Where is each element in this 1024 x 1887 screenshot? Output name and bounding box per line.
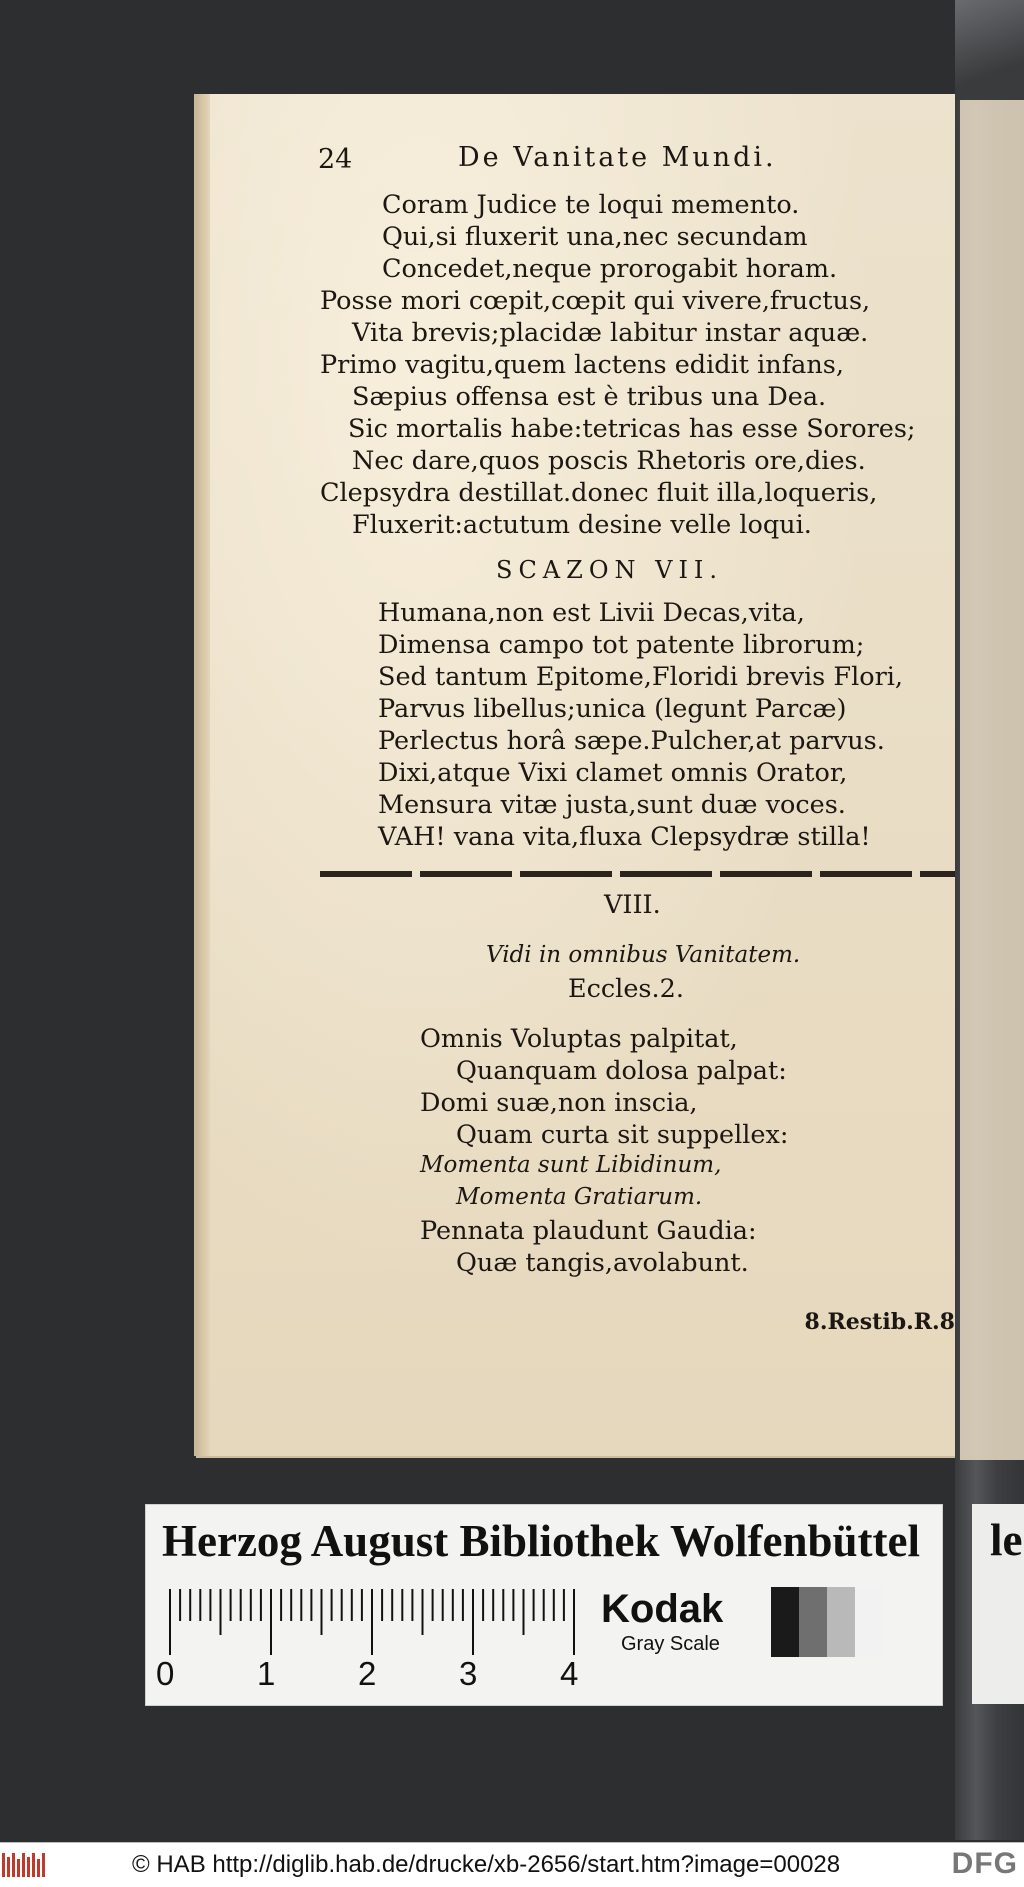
next-page-edge <box>960 100 1024 1460</box>
verse-line: Momenta sunt Libidinum, <box>420 1152 722 1178</box>
footer-credit-link[interactable]: © HAB http://diglib.hab.de/drucke/xb-2656/start.htm?image=00028 <box>132 1851 841 1878</box>
verse-line: Momenta Gratiarum. <box>456 1184 703 1210</box>
verse-line: Vita brevis;placidæ labitur instar aquæ. <box>352 318 869 348</box>
verse-line: Coram Judice te loqui memento. <box>382 190 800 220</box>
gray-patch <box>771 1587 799 1657</box>
gray-patch <box>855 1587 883 1657</box>
verse-line: Posse mori cœpit,cœpit qui vivere,fructus, <box>320 286 871 316</box>
hab-logo-icon <box>0 1849 50 1881</box>
book-page <box>196 94 955 1456</box>
verse-line: Nec dare,quos poscis Rhetoris ore,dies. <box>352 446 866 476</box>
verse-line: Sed tantum Epitome,Floridi brevis Flori, <box>378 662 904 692</box>
verse-line: Perlectus horâ sæpe.Pulcher,at parvus. <box>378 726 885 756</box>
verse-line: Humana,non est Livii Decas,vita, <box>378 598 805 628</box>
section-heading: SCAZON VII. <box>496 556 724 584</box>
measurement-ruler <box>166 1587 586 1657</box>
kodak-logo: Kodak <box>601 1587 724 1631</box>
verse-line: Quam curta sit suppellex: <box>456 1120 789 1150</box>
verse-line: Mensura vitæ justa,sunt duæ voces. <box>378 790 846 820</box>
verse-line: Quanquam dolosa palpat: <box>456 1056 787 1086</box>
institution-name: Herzog August Bibliothek Wolfenbüttel <box>162 1516 920 1566</box>
glass-reflection <box>955 0 1024 100</box>
gray-scale-label: Gray Scale <box>621 1633 720 1655</box>
ruler-label: 2 <box>358 1655 377 1692</box>
verse-line: Quæ tangis,avolabunt. <box>456 1248 749 1278</box>
verse-line: Parvus libellus;unica (legunt Parcæ) <box>378 694 847 724</box>
verse-line: Omnis Voluptas palpitat, <box>420 1024 738 1054</box>
verse-line: Concedet,neque prorogabit horam. <box>382 254 838 284</box>
ruler-label: 4 <box>560 1655 579 1692</box>
epigraph: Vidi in omnibus Vanitatem. <box>486 942 801 968</box>
second-card-fragment: le <box>990 1515 1023 1565</box>
verse-line: Domi suæ,non inscia, <box>420 1088 698 1118</box>
verse-line: Primo vagitu,quem lactens edidit infans, <box>320 350 844 380</box>
verse-line: VAH! vana vita,fluxa Clepsydræ stilla! <box>378 822 871 852</box>
verse-line: Sæpius offensa est è tribus una Dea. <box>352 382 827 412</box>
catchword: 8.Restib.R.8 <box>804 1309 955 1335</box>
verse-line: Fluxerit:actutum desine velle loqui. <box>352 510 812 540</box>
second-color-card <box>972 1504 1024 1704</box>
section-number: VIII. <box>604 890 661 920</box>
verse-line: Dimensa campo tot patente librorum; <box>378 630 865 660</box>
page-number: 24 <box>318 144 353 175</box>
verse-line: Dixi,atque Vixi clamet omnis Orator, <box>378 758 848 788</box>
divider-rule <box>320 871 955 877</box>
epigraph-source: Eccles.2. <box>568 974 684 1004</box>
gray-patch <box>827 1587 855 1657</box>
gray-patch <box>799 1587 827 1657</box>
ruler-label: 3 <box>459 1655 478 1692</box>
running-title: De Vanitate Mundi. <box>458 142 777 173</box>
verse-line: Sic mortalis habe:tetricas has esse Sorores; <box>348 414 916 444</box>
verse-line: Pennata plaudunt Gaudia: <box>420 1216 757 1246</box>
verse-line: Clepsydra destillat.donec fluit illa,loqueris, <box>320 478 878 508</box>
ruler-label: 0 <box>156 1655 175 1692</box>
footer-bar <box>0 1842 1024 1887</box>
verse-line: Qui,si fluxerit una,nec secundam <box>382 222 808 252</box>
dfg-logo: DFG <box>951 1847 1018 1880</box>
color-reference-card <box>145 1504 943 1706</box>
ruler-label: 1 <box>257 1655 276 1692</box>
